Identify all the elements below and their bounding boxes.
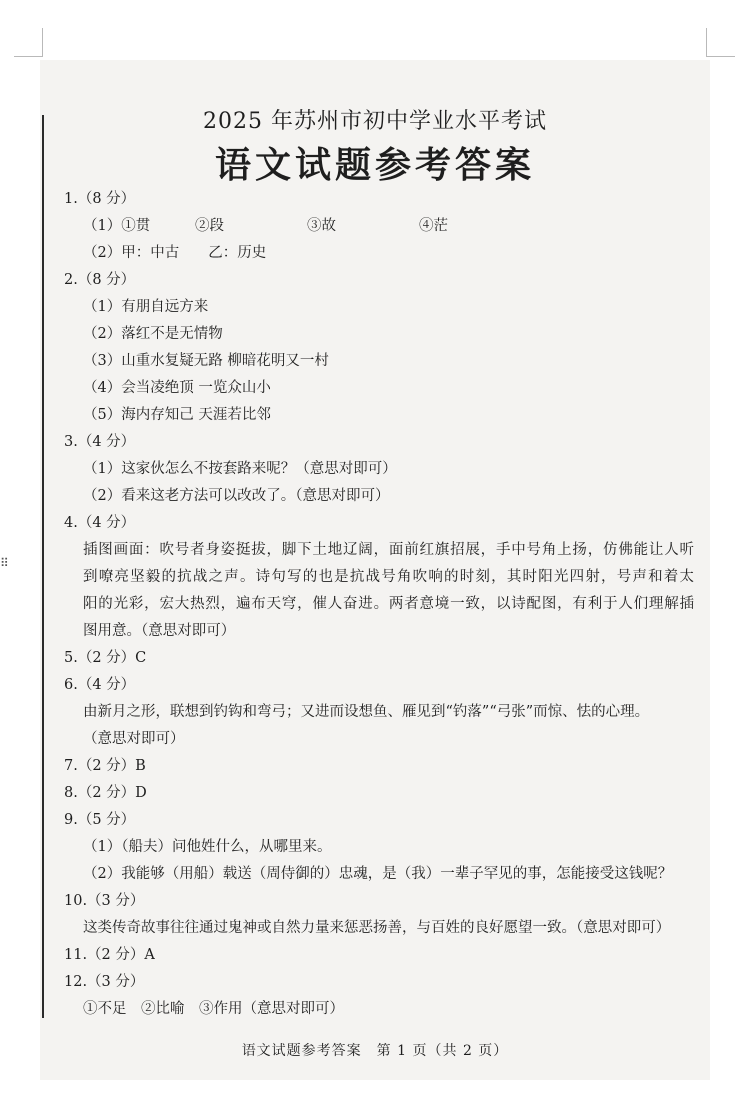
answer-line: （2）看来这老方法可以改改了。（意思对即可）	[83, 488, 390, 504]
answer-line: ①不足 ②比喻 ③作用（意思对即可）	[83, 1001, 344, 1017]
answer-line: 这类传奇故事往往通过鬼神或自然力量来惩恶扬善，与百姓的良好愿望一致。（意思对即可）	[83, 920, 671, 936]
question-answer: 8.（2 分）D	[64, 785, 147, 801]
binding-line	[42, 115, 44, 1018]
answer-line: （4）会当凌绝顶 一览众山小	[83, 380, 271, 396]
question-heading: 1.（8 分）	[64, 191, 136, 207]
answer-line: 由新月之形，联想到钓钩和弯弓；又进而设想鱼、雁见到“钓落”“弓张”而惊、怯的心理。	[83, 704, 650, 720]
answer-item: ③故	[307, 218, 336, 234]
page-title: 语文试题参考答案	[214, 144, 535, 186]
question-answer: 7.（2 分）B	[64, 758, 146, 774]
binding-dots-icon: ⠿	[0, 556, 9, 570]
answer-line: （3）山重水复疑无路 柳暗花明又一村	[83, 353, 329, 369]
question-heading: 9.（5 分）	[64, 812, 136, 828]
crop-mark-top-left	[14, 28, 43, 57]
answer-line: 到嘹亮坚毅的抗战之声。诗句写的也是抗战号角吹响的时刻，其时阳光四射，号声和着太	[83, 569, 694, 585]
answer-item: ②段	[195, 218, 224, 234]
answer-item: （1）①贯	[83, 218, 151, 234]
question-heading: 3.（4 分）	[64, 434, 136, 450]
answer-item: ④茫	[419, 218, 448, 234]
crop-mark-top-right	[706, 28, 735, 57]
question-heading: 12.（3 分）	[64, 974, 145, 990]
question-heading: 4.（4 分）	[64, 515, 136, 531]
answer-line: （1）有朋自远方来	[83, 299, 209, 315]
question-heading: 2.（8 分）	[64, 272, 136, 288]
question-heading: 10.（3 分）	[64, 893, 145, 909]
question-heading: 6.（4 分）	[64, 677, 136, 693]
answer-line: 图用意。（意思对即可）	[83, 623, 236, 639]
answer-line: （意思对即可）	[83, 731, 185, 747]
answer-line: （1）这家伙怎么不按套路来呢？（意思对即可）	[83, 461, 397, 477]
answer-line: 插图画面：吹号者身姿挺拔，脚下土地辽阔，面前红旗招展，手中号角上扬，仿佛能让人听	[83, 542, 694, 558]
answer-line: （2）甲：中古 乙：历史	[83, 245, 267, 261]
answer-line: （2）落红不是无情物	[83, 326, 223, 342]
answer-list	[64, 186, 694, 1023]
answer-line	[64, 213, 694, 240]
answer-line: （1）（船夫）问他姓什么，从哪里来。	[83, 839, 332, 855]
question-answer: 11.（2 分）A	[64, 947, 155, 963]
answer-line: （5）海内存知己 天涯若比邻	[83, 407, 271, 423]
page-footer: 语文试题参考答案 第 1 页（共 2 页）	[241, 1043, 509, 1059]
answer-line: （2）我能够（用船）载送（周侍御的）忠魂，是（我）一辈子罕见的事，怎能接受这钱呢？	[83, 866, 673, 882]
answer-line: 阳的光彩，宏大热烈，遍布天穹，催人奋进。两者意境一致，以诗配图，有利于人们理解插	[83, 596, 694, 612]
question-answer: 5.（2 分）C	[64, 650, 147, 666]
exam-subtitle: 2025 年苏州市初中学业水平考试	[203, 109, 547, 134]
